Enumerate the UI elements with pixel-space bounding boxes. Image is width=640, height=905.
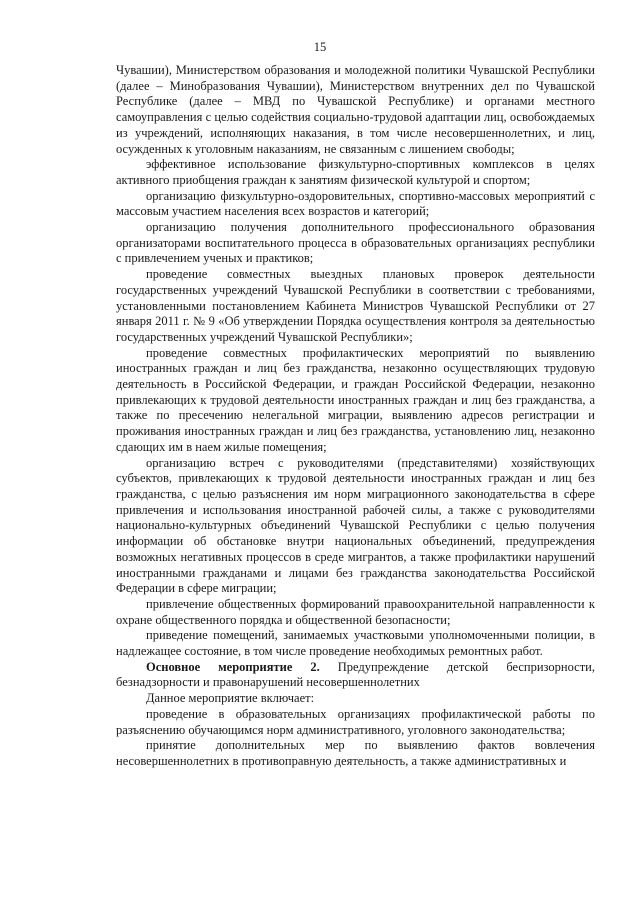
paragraph: принятие дополнительных мер по выявлению фактов вовлечения несовершеннолетних в противоправную деятельность, а также административных и	[116, 738, 595, 768]
paragraph: проведение в образовательных организациях профилактической работы по разъяснению обучающимся норм административного, уголовного законодательства;	[116, 706, 595, 737]
paragraph: привлечение общественных формирований правоохранительной направленности к охране общественного порядка и общественной безопасности;	[116, 596, 595, 627]
paragraph: проведение совместных выездных плановых проверок деятельности государственных учреждений Чувашской Республики в соответствии с требованиями, установленными постановлением Кабинета Министров Чувашской Республики от 27 января 2011 г. № 9 «Об утверждении Порядка осуществления контроля за деятельностью государственных учреждений Чувашской Республики»;	[116, 267, 595, 344]
paragraph: приведение помещений, занимаемых участковыми уполномоченными полиции, в надлежащее состояние, в том числе проведение необходимых ремонтных работ.	[116, 628, 595, 659]
paragraph: проведение совместных профилактических мероприятий по выявлению иностранных граждан и лиц без гражданства, незаконно осуществляющих трудовую деятельность в Российской Федерации, и граждан Российской Федерации, незаконно привлекающих к трудовой деятельности иностранных граждан и лиц без гражданства, а также по пресечению нелегальной миграции, выявлению адресов регистрации и проживания иностранных граждан и лиц без гражданства, установлению лиц, незаконно сдающих им в наем жилые помещения;	[116, 345, 595, 454]
paragraph: Чувашии), Министерством образования и молодежной политики Чувашской Республики (далее – Минобразования Чувашии), Министерством внутренних дел по Чувашской Республике (далее – МВД по Чувашской Республике) и органами местного самоуправления с целью содействия социально-трудовой адаптации лиц, освобождаемых из учреждений, исполняющих наказания, в том числе несовершеннолетних, и лиц, осужденных к уголовным наказаниям, не связанным с лишением свободы;	[116, 63, 595, 156]
event-paragraph	[116, 660, 595, 691]
page-number: 15	[313, 40, 327, 54]
document-body	[116, 63, 595, 770]
event-heading: Основное мероприятие 2.	[146, 659, 320, 674]
paragraph: организацию встреч с руководителями (представителями) хозяйствующих субъектов, привлекающих к трудовой деятельности иностранных граждан и лиц без гражданства, с целью разъяснения им норм миграционного законодательства в сфере привлечения и использования иностранной рабочей силы, а также с руководителями национально-культурных объединений Чувашской Республики с целью получения информации об обстановке внутри национальных объединений, предупреждения возможных негативных процессов в среде мигрантов, а также профилактики нарушений иностранными гражданами и лицами без гражданства законодательства Российской Федерации в сфере миграции;	[116, 455, 595, 596]
paragraph: организацию физкультурно-оздоровительных, спортивно-массовых мероприятий с массовым участием населения всех возрастов и категорий;	[116, 188, 595, 219]
event-text: Предупреждение детской беспризорности, безнадзорности и правонарушений несовершеннолетних	[116, 659, 596, 690]
paragraph: эффективное использование физкультурно-спортивных комплексов в целях активного приобщения граждан к занятиям физической культурой и спортом;	[116, 157, 595, 187]
paragraph: организацию получения дополнительного профессионального образования организаторами воспитательного процесса в образовательных организациях республики с привлечением ученых и практиков;	[116, 220, 595, 266]
paragraph: Данное мероприятие включает:	[146, 691, 315, 706]
